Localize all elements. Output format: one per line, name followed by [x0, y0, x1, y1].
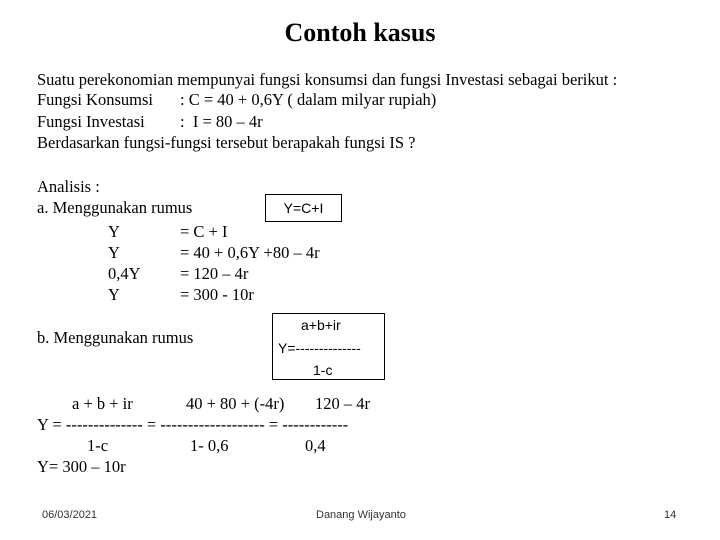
calc-numerator-3: 120 – 4r	[315, 394, 370, 413]
formula-box-b	[272, 313, 385, 380]
derivation-right-4: = 300 - 10r	[180, 285, 254, 304]
calc-result: Y= 300 – 10r	[37, 457, 126, 476]
footer-author: Danang Wijayanto	[316, 509, 406, 521]
consumption-label: Fungsi Konsumsi	[37, 90, 153, 109]
formula-box-a-text: Y=C+I	[283, 200, 324, 216]
formula-box-b-denominator: 1-c	[313, 362, 333, 378]
derivation-right-3: = 120 – 4r	[180, 264, 249, 283]
derivation-right-1: = C + I	[180, 222, 228, 241]
calc-numerator-2: 40 + 80 + (-4r)	[186, 394, 285, 413]
part-b-label: b. Menggunakan rumus	[37, 328, 194, 347]
part-a-label: a. Menggunakan rumus	[37, 198, 193, 217]
slide-title: Contoh kasus	[284, 18, 436, 47]
derivation-left-3: 0,4Y	[108, 264, 141, 283]
formula-box-b-numerator: a+b+ir	[301, 317, 341, 333]
question-line: Berdasarkan fungsi-fungsi tersebut berapakah fungsi IS ?	[37, 133, 416, 152]
intro-line-1: Suatu perekonomian mempunyai fungsi konsumsi dan fungsi Investasi sebagai berikut :	[37, 70, 618, 89]
formula-box-a	[265, 194, 342, 222]
analysis-heading: Analisis :	[37, 177, 100, 196]
calc-numerator-1: a + b + ir	[72, 394, 133, 413]
derivation-left-1: Y	[108, 222, 120, 241]
derivation-right-2: = 40 + 0,6Y +80 – 4r	[180, 243, 320, 262]
footer-page-number: 14	[664, 509, 677, 521]
footer-date: 06/03/2021	[42, 509, 98, 521]
calc-denominator-1: 1-c	[87, 436, 109, 455]
derivation-left-4: Y	[108, 285, 120, 304]
derivation-left-2: Y	[108, 243, 120, 262]
investment-label: Fungsi Investasi	[37, 112, 145, 131]
investment-function: : I = 80 – 4r	[180, 112, 263, 131]
calc-denominator-3: 0,4	[305, 436, 326, 455]
formula-box-b-fraction-line: Y=--------------	[278, 340, 361, 356]
calc-fraction-line: Y = -------------- = ------------------- = ------------	[37, 415, 349, 434]
calc-denominator-2: 1- 0,6	[190, 436, 229, 455]
consumption-function: : C = 40 + 0,6Y ( dalam milyar rupiah)	[180, 90, 437, 109]
